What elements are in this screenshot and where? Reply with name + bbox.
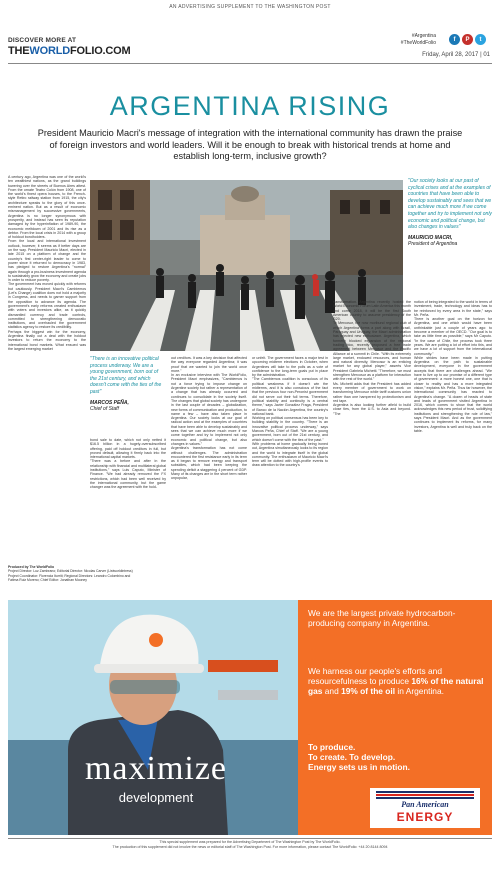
article-deck: President Mauricio Macri's message of integration with the international community has drawn the praise of foreign investors and world leaders. Will it be enough to break with historical trends at home and establish long-term, inclusive growth? (37, 128, 463, 161)
ad-cta-2: To create. To develop. (308, 752, 396, 762)
footer-rule (8, 838, 492, 839)
facebook-icon[interactable]: f (449, 34, 460, 45)
pae-logo[interactable] (370, 788, 480, 828)
social-icons (449, 34, 486, 45)
hashtags (401, 33, 436, 46)
pinterest-icon[interactable]: P (462, 34, 473, 45)
pull-quote-role: President of Argentina (408, 241, 458, 248)
credits-line-1: Project Director: Luz Zambrano; Editorial Director: Nicolas Carver (Listworldintress) (8, 569, 133, 574)
issue-date: Friday, April 28, 2017 | 01 (422, 52, 490, 58)
pull-quote-text: "There is an innovative political process underway. We are a young government, born out of the 21st century, and which doesn't come with the ties of the past" (90, 356, 162, 395)
credits-line-2: Project Coordinator: Florencia Iturriti; Regional Directors: Leandro Colombino and (8, 573, 131, 578)
ad-body-post: in Argentina. (395, 686, 444, 696)
credits-label: Produced by The WorldFolio (8, 565, 55, 569)
page-title: ARGENTINA RISING (109, 91, 391, 121)
footer-disclaimer (0, 840, 500, 850)
brand-the: THE (8, 45, 30, 57)
pull-quote-name: MAURICIO MACRI, (408, 234, 453, 241)
brand-world: WORLD (29, 45, 70, 57)
pull-quote-name: MARCOS PEÑA, (90, 399, 129, 406)
ad-lead-text: We are the largest private hydrocarbon-producing company in Argentina. (308, 608, 456, 628)
logo-energy: ENERGY (396, 810, 454, 824)
credits-line-3: Fatima Ruiz Moreno; Chief Editor: Jonathan Mooney (8, 577, 87, 582)
header-rule (8, 63, 492, 64)
footer-line-1: This special supplement was prepared for the Advertising Department of The Washington Post by The WorldFolio. (159, 840, 341, 844)
twitter-icon[interactable]: t (475, 34, 486, 45)
ad-body-mid: and (322, 686, 342, 696)
discover-label: DISCOVER MORE AT (8, 37, 77, 44)
article-col-3: out creditors. It was a key decision that affected the way everyone regarded Argentina; it was proof that we wanted to join the world once more." In an exclusive interview with The WorldFolio, President Macri emphasizes, "Cambiemos is not a force trying to impose change on Argentine society but rather a representation of a change that has already occurred and continues to consolidate in the society itself. The changes that global society has undergone in the last couple of decades – globalization, new forms of communication and production, to name a few – have also taken place in Argentina. Our society looks at our goal of radical action and at the examples of countries that have been able to develop sustainably and sees that we can achieve much more if we come together and try to implement not only economic and political change, but also changes in values." Argentina's transformation has not come without challenges. The administration encountered the first resistance early in its term as it began to remove energy and transport subsidies, which had been keeping the spending deficit a staggering 4 percent of GDP. Many of its changes are in the short term rather unpopular, (171, 356, 247, 481)
brand-folio: FOLIO.COM (69, 45, 131, 57)
ad-subheadline: development (118, 790, 194, 805)
brand-logo[interactable] (8, 45, 130, 57)
date-text: Friday, April 28, 2017 (422, 52, 479, 58)
article-col-1: A century ago, Argentina was one of the world's ten wealthiest nations, as the grand buildings towering over the streets of Buenos Aires attest. From the ornate Teatro Colón from 1908, one of the world's finest opera houses, to the French-style Retiro railway station from 1915, the city's architecture speaks to the glory of this once-eminent nation. But as a result of economic mismanagement by successive governments, Argentina is no longer synonymous with prosperity, and instead has seen its reputation damaged by the hyperinflation of 1989-90, the economic meltdown of 2001 and its rise as a debtor. From the local crisis in 2014 with a group of holdout bondholders. From the local and international investment outlook, however, it seems as if better days are on the way. President Mauricio Macri, elected in late 2015 on a platform of change and the country's first center-right leader to come to power since it returned to democracy in 1983, has pledged to restore Argentina's "normal" again through a pro-business investment agenda to sustainably grow the economy and create jobs in order to reduce poverty. The government has moved quickly with reforms but cautiously. President Macri's Cambiemos (Let's Change) coalition does not hold a majority in Congress, and needs to garner support from the opposition to advance its agenda. The government's early reforms created enthusiasm with voters and investors alike, as it quickly dismantled currency and trade controls, committed to strengthening democratic institutions, and overhauled the government statistics agency to restore its credibility. Perhaps the biggest win for the economy, Argentina finally cut a deal with the holdout investors to return the economy to the international bond markets. What ensued was the largest emerging market (8, 175, 86, 351)
pull-quote-role: Chief of Staff (90, 406, 119, 413)
supplement-line: AN ADVERTISING SUPPLEMENT TO THE WASHINGTON POST (169, 4, 331, 10)
ad-cta (308, 742, 488, 772)
ad-body-text (308, 666, 488, 696)
article-col-2: bond sale to date, which not only netted it $16.5 billion in a hugely-oversubscribed offering, paid off holdout creditors in full, but proved default, allowing it firmly back into the international capital markets. "There was a before and after in the relationship with financial and multilateral global institutions," says Luis Caputo, Minister of Finance. "We had already removed the FX restrictions, which had been well received by the international community, but the game changer was the agreement with the hold- (90, 438, 166, 490)
article-col-6: notion of being integrated to the world in terms of investment, trade, technology and ideas has to be reinforced by every area in the state," says Mr. Peña. There is another goal on the horizon for Argentina, and one which would have been unthinkable just a couple of years ago: to become a member of the OECD. "Our goal is to take as little time as possible," says Mr Caputo. "In the case of Chile, the process took three years. We are putting a lot of effort into this, and we have a lot of support from the international community." While strides have been made in putting Argentina on the path to sustainable development, everyone in the government accepts that there are challenges ahead. "We have to live up to our promise of a different type of government: a more honest one, one that is closer to reality and has a more integrated vision," explains Mr. Peña. Thus far however, the international community has reacted to Argentina's change. "A dozen of heads of state and leads of government visited Argentina in 2016, which comes to show that the world acknowledges this new period of trust, solidifying institutions and strengthening the rule of law," says President Macri. And as the government continues to implement its reforms, for many investors, Argentina is well and truly back on the table. (414, 300, 492, 433)
ad-gas-stat: 16% of the natural gas (308, 676, 484, 696)
footer-line-2: The production of this supplement did not involve the news or editorial staff of The Washington Post. For more information, please contact The WorldFolio: +44 20 8144 8094 (112, 845, 388, 849)
ad-headline: maximize (84, 750, 228, 787)
article-col-4: or unfelt. The government faces a major test in upcoming midterm elections in October, when Argentines will take to the polls as a vote of confidence to the long-term goals put in place by the administration. "The Cambiemos coalition is conscious of its political weakness if it doesn't win the midterms, and it is also conscious of the fact that the previous four non-Peronist government did not serve out their full terms. Therefore, political stability and continuity is a central theme," says Javier González Fraga, President of Banco de la Nación Argentina, the country's national bank. Working on political consensus has been key to building stability in the country. "There is an innovative political process underway," says Marcos Peña, Chief of Staff. "We are a young government, born out of the 21st century, and which doesn't come with the ties of the past." With problems at home gradually being ironed out, Argentina simultaneously looks to its region and the world to integrate itself in the global community. The enthusiasm of Mauricio Macri's term will be dotted with high-profile events to draw attention to the country's (252, 356, 328, 468)
ad-body-pre: We harness our people's efforts and resourcefulness to produce (308, 666, 442, 686)
logo-stripes-icon (376, 791, 474, 799)
hashtag-argentina: #Argentina (411, 33, 436, 39)
article-col-5: transformation. Argentina recently hosted the World Economic Forum Latin America this month and come 2018, it will be the first South American country to assume presidency of the G20. To Mercosur, the now moribund regional club of which Argentina forms a part along with Brazil, Paraguay and Uruguay, the Macri administration has injected new enthusiasm. Argentina, which formerly blocked expansion of the regional trading bloc, recently proposed a free trade agreement between Mercosur and the Pacific Alliance at a summit in Chile. "With its extremely large market, endowed resources, and human and natural diversity, Mercosur is an enticing market for any global player," asserts Vice President Gabriela Michetti. "Therefore, we must strengthen Mercosur as a platform for interaction with the rest of the world." Ms. Michetti adds that the President has added every member of government to work on transforming Mercosur while tariff customs union rather than one hampered by protectionism and red tape. Argentina is also looking further afield to build close ties, from the U.S. to Asia and beyond. "The (333, 300, 411, 416)
pull-quote-macri (408, 178, 492, 248)
pan-american-energy-ad[interactable] (8, 600, 492, 835)
page-number: 01 (483, 52, 490, 58)
ad-cta-3: Energy sets us in motion. (308, 762, 410, 772)
logo-pan-american: Pan American (401, 800, 449, 809)
credits-block (8, 565, 248, 582)
hashtag-worldfolio: #TheWorldFolio (400, 39, 436, 46)
ad-oil-stat: 19% of the oil (341, 686, 396, 696)
pull-quote-text: "Our society looks at our past of cyclical crises and at the examples of countries that have been able to develop sustainably and sees that we can achieve much more if we come together and try to implement not only economic and political change, but also changes in values" (408, 178, 492, 231)
pull-quote-pena (90, 356, 165, 413)
ad-cta-1: To produce. (308, 742, 356, 752)
